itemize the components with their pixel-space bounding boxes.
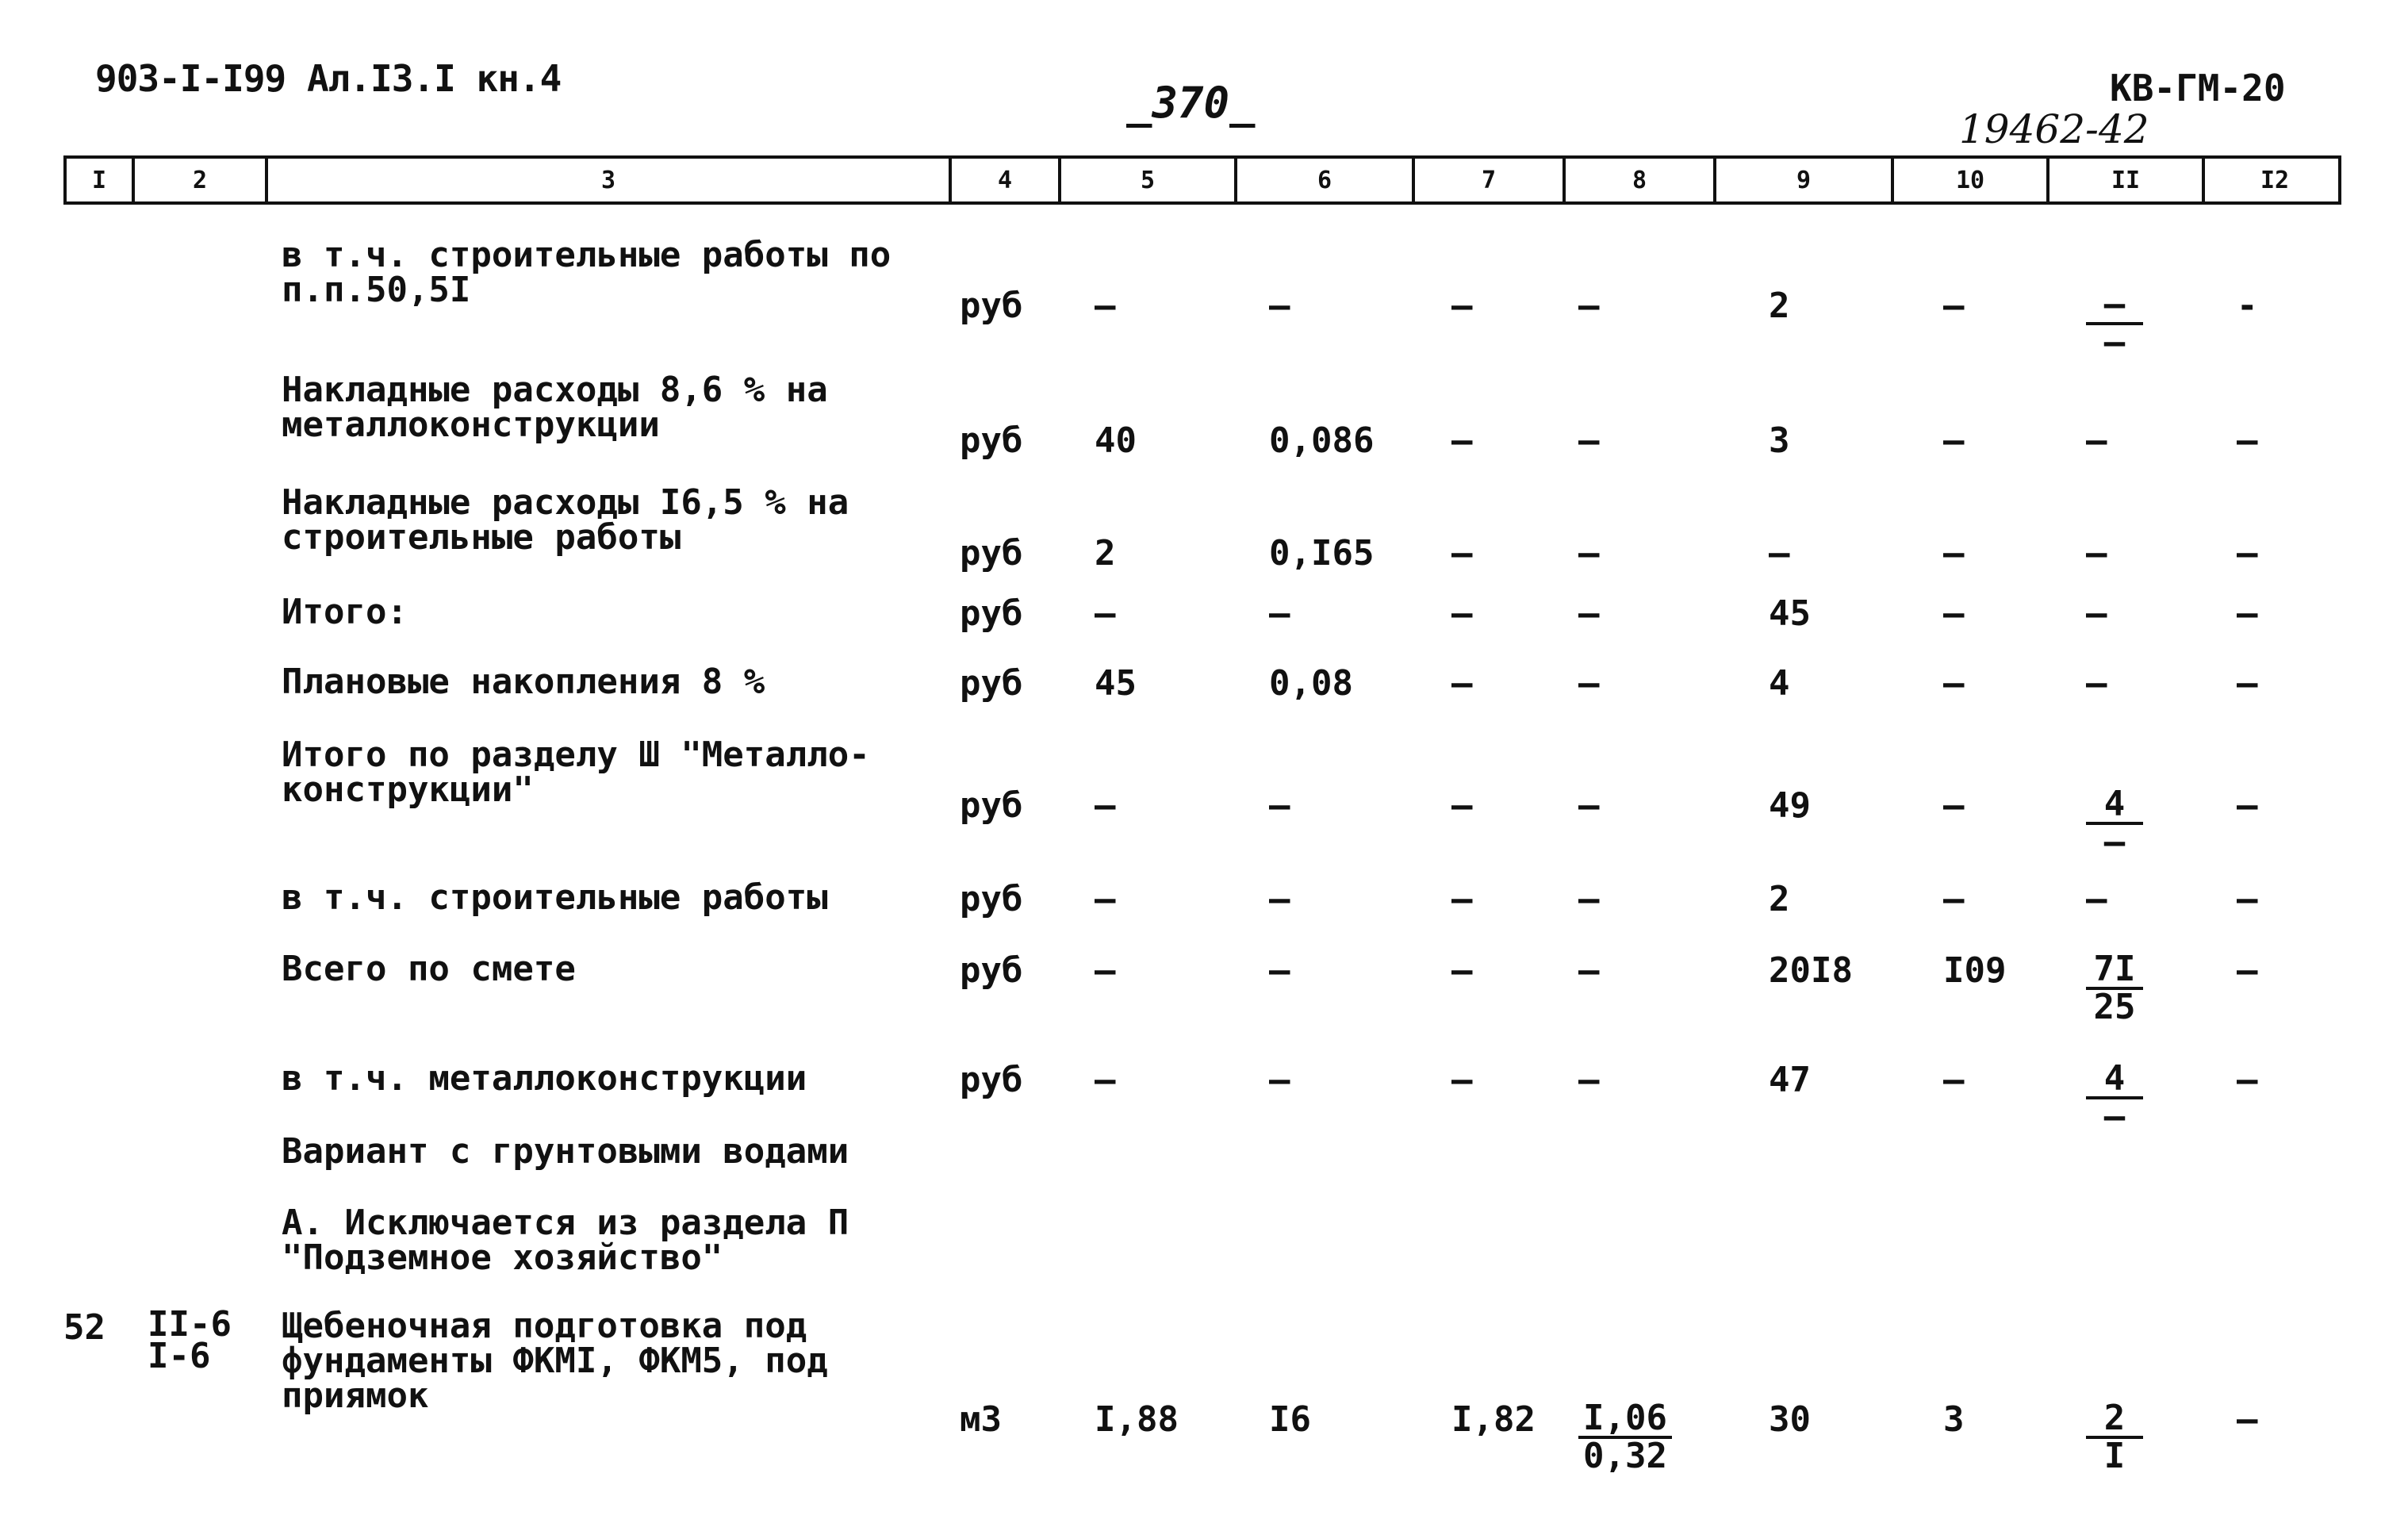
value-c5: –: [1095, 785, 1116, 826]
unit: руб: [960, 420, 1023, 461]
value-c6: –: [1269, 950, 1290, 991]
value-c11: –: [2086, 593, 2107, 634]
value-c6: I6: [1269, 1399, 1311, 1440]
item-description: Итого по разделу Ш "Металло- конструкции": [282, 735, 870, 810]
value-c12: –: [2237, 420, 2258, 461]
unit: руб: [960, 533, 1023, 574]
value-c5: I,88: [1095, 1399, 1179, 1440]
value-c11: –: [2086, 879, 2107, 919]
value-c11-fraction: [2086, 1398, 2143, 1476]
value-c9: 47: [1769, 1060, 1811, 1100]
value-c8: –: [1578, 420, 1600, 461]
value-c5: –: [1095, 593, 1116, 634]
unit: м3: [960, 1399, 1002, 1440]
value-c11: –: [2086, 533, 2107, 574]
value-c5: –: [1095, 1060, 1116, 1100]
value-c7: –: [1451, 286, 1473, 326]
column-number-3: 3: [265, 159, 949, 201]
item-description: в т.ч. металлоконструкции: [282, 1058, 807, 1099]
column-number-11: II: [2046, 159, 2202, 201]
value-c10: I09: [1943, 950, 2007, 991]
column-number-12: I2: [2202, 159, 2345, 201]
fraction-denominator: –: [2103, 322, 2126, 363]
value-c10: –: [1943, 785, 1965, 826]
column-number-8: 8: [1563, 159, 1713, 201]
value-c8: –: [1578, 785, 1600, 826]
column-number-7: 7: [1412, 159, 1563, 201]
value-c12: –: [2237, 1060, 2258, 1100]
item-description: А. Исключается из раздела П "Подземное хозяйство": [282, 1203, 849, 1278]
value-c5: –: [1095, 286, 1116, 326]
value-c6: –: [1269, 1060, 1290, 1100]
value-c6: 0,08: [1269, 663, 1353, 704]
value-c12: –: [2237, 879, 2258, 919]
fraction-numerator: 7I: [2086, 952, 2143, 990]
value-c10: –: [1943, 593, 1965, 634]
item-number: 52: [63, 1307, 105, 1348]
value-c11: –: [2086, 663, 2107, 704]
value-c8: –: [1578, 533, 1600, 574]
value-c11-fraction: [2086, 1058, 2143, 1137]
value-c9: 49: [1769, 785, 1811, 826]
item-description: в т.ч. строительные работы: [282, 877, 828, 918]
value-c12: –: [2237, 663, 2258, 704]
item-description: Накладные расходы I6,5 % на строительные работы: [282, 482, 849, 558]
value-c7: –: [1451, 879, 1473, 919]
sheet-code: КВ-ГМ-20: [2110, 67, 2286, 109]
value-c11-fraction: [2086, 284, 2143, 363]
fraction-denominator: –: [2103, 822, 2126, 862]
item-description: Плановые накопления 8 %: [282, 662, 765, 702]
value-c6: –: [1269, 785, 1290, 826]
value-c8: –: [1578, 663, 1600, 704]
value-c9: 30: [1769, 1399, 1811, 1440]
value-c12: –: [2237, 785, 2258, 826]
fraction-numerator: 4: [2086, 787, 2143, 825]
fraction-denominator: 25: [2093, 987, 2136, 1027]
value-c12: –: [2237, 533, 2258, 574]
value-c7: –: [1451, 1060, 1473, 1100]
value-c6: 0,086: [1269, 420, 1375, 461]
value-c6: –: [1269, 286, 1290, 326]
value-c5: –: [1095, 879, 1116, 919]
value-c7: –: [1451, 533, 1473, 574]
value-c10: –: [1943, 286, 1965, 326]
value-c10: –: [1943, 420, 1965, 461]
column-number-1: I: [91, 166, 107, 194]
item-description: Итого:: [282, 592, 408, 632]
value-c8-fraction: [1578, 1398, 1672, 1476]
value-c7: –: [1451, 420, 1473, 461]
fraction-numerator: 4: [2086, 1061, 2143, 1099]
value-c5: 40: [1095, 420, 1137, 461]
value-c5: –: [1095, 950, 1116, 991]
unit: руб: [960, 950, 1023, 991]
unit: руб: [960, 663, 1023, 704]
value-c5: 45: [1095, 663, 1137, 704]
value-c10: –: [1943, 533, 1965, 574]
value-c11: –: [2086, 420, 2107, 461]
value-c9: –: [1769, 533, 1790, 574]
item-code: II-6 I-6: [148, 1304, 232, 1376]
value-c9: 2: [1769, 879, 1790, 919]
value-c11-fraction: [2086, 784, 2143, 862]
value-c12: -: [2237, 286, 2258, 326]
value-c9: 45: [1769, 593, 1811, 634]
page-number: _370_: [1126, 78, 1256, 128]
value-c6: 0,I65: [1269, 533, 1375, 574]
item-description: Вариант с грунтовыми водами: [282, 1131, 849, 1172]
column-number-2: 2: [132, 159, 265, 201]
column-number-10: 10: [1891, 159, 2046, 201]
value-c10: 3: [1943, 1399, 1965, 1440]
value-c7: I,82: [1451, 1399, 1536, 1440]
unit: руб: [960, 1060, 1023, 1100]
fraction-numerator: –: [2086, 287, 2143, 325]
value-c6: –: [1269, 879, 1290, 919]
column-number-5: 5: [1058, 159, 1234, 201]
fraction-denominator: –: [2103, 1096, 2126, 1137]
value-c9: 2: [1769, 286, 1790, 326]
fraction-denominator: I: [2103, 1436, 2126, 1476]
column-number-9: 9: [1713, 159, 1891, 201]
value-c8: –: [1578, 879, 1600, 919]
column-number-4: 4: [949, 159, 1058, 201]
value-c9: 20I8: [1769, 950, 1853, 991]
item-description: Щебеночная подготовка под фундаменты ФКМI, ФКМ5, под приямок: [282, 1306, 828, 1416]
value-c6: –: [1269, 593, 1290, 634]
item-description: в т.ч. строительные работы по п.п.50,5I: [282, 235, 891, 310]
value-c12: –: [2237, 1399, 2258, 1440]
value-c8: –: [1578, 1060, 1600, 1100]
value-c7: –: [1451, 663, 1473, 704]
unit: руб: [960, 593, 1023, 634]
value-c10: –: [1943, 879, 1965, 919]
unit: руб: [960, 785, 1023, 826]
column-number-strip: [63, 155, 2341, 205]
value-c12: –: [2237, 593, 2258, 634]
value-c5: 2: [1095, 533, 1116, 574]
unit: руб: [960, 286, 1023, 326]
handwritten-code: 19462-42: [1959, 106, 2149, 152]
document-code: 903-I-I99 Ал.I3.I кн.4: [95, 57, 562, 100]
value-c8: –: [1578, 593, 1600, 634]
fraction-denominator: 0,32: [1583, 1436, 1667, 1476]
value-c9: 3: [1769, 420, 1790, 461]
column-number-6: 6: [1234, 159, 1412, 201]
fraction-numerator: I,06: [1578, 1401, 1672, 1439]
item-description: Всего по смете: [282, 949, 576, 989]
value-c10: –: [1943, 663, 1965, 704]
unit: руб: [960, 879, 1023, 919]
value-c7: –: [1451, 593, 1473, 634]
value-c9: 4: [1769, 663, 1790, 704]
value-c10: –: [1943, 1060, 1965, 1100]
fraction-numerator: 2: [2086, 1401, 2143, 1439]
value-c7: –: [1451, 785, 1473, 826]
item-description: Накладные расходы 8,6 % на металлоконструкции: [282, 370, 828, 445]
value-c8: –: [1578, 950, 1600, 991]
value-c8: –: [1578, 286, 1600, 326]
value-c7: –: [1451, 950, 1473, 991]
value-c12: –: [2237, 950, 2258, 991]
value-c11-fraction: [2086, 949, 2143, 1027]
